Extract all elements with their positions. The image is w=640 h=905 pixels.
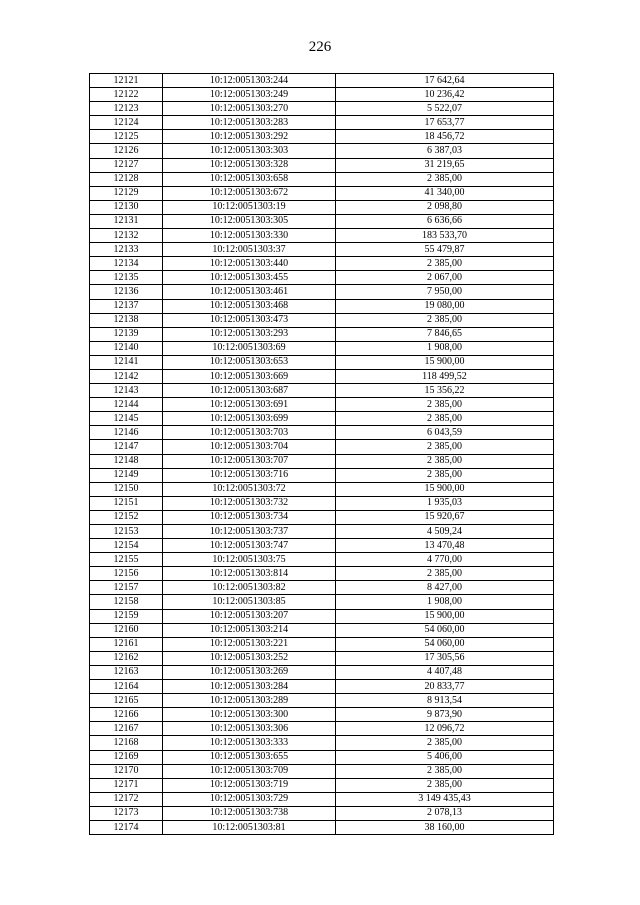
table-row (90, 369, 554, 383)
value-cell: 2 385,00 (336, 313, 554, 327)
row-number-cell: 12162 (90, 651, 163, 665)
cadastral-number-cell: 10:12:0051303:732 (163, 496, 336, 510)
value-cell: 15 900,00 (336, 609, 554, 623)
table-row (90, 539, 554, 553)
table-row (90, 792, 554, 806)
page-number: 226 (308, 39, 332, 55)
row-number-cell: 12150 (90, 482, 163, 496)
table-row (90, 229, 554, 243)
table-row (90, 412, 554, 426)
table-row (90, 665, 554, 679)
row-number-cell: 12137 (90, 299, 163, 313)
row-number-cell: 12136 (90, 285, 163, 299)
value-cell: 15 900,00 (336, 482, 554, 496)
row-number-cell: 12124 (90, 116, 163, 130)
table-row (90, 327, 554, 341)
row-number-cell: 12140 (90, 341, 163, 355)
value-cell: 2 385,00 (336, 778, 554, 792)
value-cell: 38 160,00 (336, 820, 554, 834)
table-row (90, 637, 554, 651)
value-cell: 1 908,00 (336, 595, 554, 609)
row-number-cell: 12167 (90, 722, 163, 736)
row-number-cell: 12157 (90, 581, 163, 595)
cadastral-number-cell: 10:12:0051303:333 (163, 736, 336, 750)
table-row (90, 398, 554, 412)
value-cell: 31 219,65 (336, 158, 554, 172)
value-cell: 8 427,00 (336, 581, 554, 595)
row-number-cell: 12133 (90, 243, 163, 257)
value-cell: 17 305,56 (336, 651, 554, 665)
value-cell: 2 385,00 (336, 440, 554, 454)
value-cell: 17 642,64 (336, 74, 554, 88)
row-number-cell: 12123 (90, 102, 163, 116)
table-row (90, 820, 554, 834)
table-row (90, 454, 554, 468)
value-cell: 118 499,52 (336, 369, 554, 383)
row-number-cell: 12149 (90, 468, 163, 482)
table-row (90, 623, 554, 637)
table-row (90, 426, 554, 440)
table-row (90, 384, 554, 398)
table-row (90, 130, 554, 144)
value-cell: 4 509,24 (336, 525, 554, 539)
row-number-cell: 12134 (90, 257, 163, 271)
row-number-cell: 12151 (90, 496, 163, 510)
table-row (90, 722, 554, 736)
value-cell: 54 060,00 (336, 637, 554, 651)
row-number-cell: 12158 (90, 595, 163, 609)
cadastral-number-cell: 10:12:0051303:709 (163, 764, 336, 778)
value-cell: 6 387,03 (336, 144, 554, 158)
table-row (90, 74, 554, 88)
table-row (90, 257, 554, 271)
table-row (90, 285, 554, 299)
value-cell: 2 098,80 (336, 200, 554, 214)
cadastral-number-cell: 10:12:0051303:72 (163, 482, 336, 496)
value-cell: 7 950,00 (336, 285, 554, 299)
value-cell: 15 920,67 (336, 510, 554, 524)
cadastral-number-cell: 10:12:0051303:292 (163, 130, 336, 144)
table-body (90, 74, 554, 835)
table-row (90, 243, 554, 257)
row-number-cell: 12142 (90, 369, 163, 383)
row-number-cell: 12132 (90, 229, 163, 243)
row-number-cell: 12146 (90, 426, 163, 440)
cadastral-value-table (89, 73, 554, 835)
cadastral-number-cell: 10:12:0051303:19 (163, 200, 336, 214)
value-cell: 2 078,13 (336, 806, 554, 820)
row-number-cell: 12147 (90, 440, 163, 454)
cadastral-number-cell: 10:12:0051303:672 (163, 186, 336, 200)
table-row (90, 341, 554, 355)
table-row (90, 468, 554, 482)
row-number-cell: 12131 (90, 214, 163, 228)
row-number-cell: 12126 (90, 144, 163, 158)
cadastral-number-cell: 10:12:0051303:270 (163, 102, 336, 116)
value-cell: 20 833,77 (336, 680, 554, 694)
row-number-cell: 12163 (90, 665, 163, 679)
table-row (90, 806, 554, 820)
cadastral-number-cell: 10:12:0051303:300 (163, 708, 336, 722)
row-number-cell: 12161 (90, 637, 163, 651)
row-number-cell: 12152 (90, 510, 163, 524)
value-cell: 2 385,00 (336, 172, 554, 186)
table-row (90, 750, 554, 764)
cadastral-number-cell: 10:12:0051303:455 (163, 271, 336, 285)
cadastral-number-cell: 10:12:0051303:747 (163, 539, 336, 553)
row-number-cell: 12145 (90, 412, 163, 426)
cadastral-number-cell: 10:12:0051303:691 (163, 398, 336, 412)
table-row (90, 525, 554, 539)
cadastral-number-cell: 10:12:0051303:461 (163, 285, 336, 299)
cadastral-number-cell: 10:12:0051303:37 (163, 243, 336, 257)
cadastral-number-cell: 10:12:0051303:69 (163, 341, 336, 355)
value-cell: 54 060,00 (336, 623, 554, 637)
cadastral-number-cell: 10:12:0051303:85 (163, 595, 336, 609)
value-cell: 183 533,70 (336, 229, 554, 243)
row-number-cell: 12128 (90, 172, 163, 186)
cadastral-number-cell: 10:12:0051303:716 (163, 468, 336, 482)
value-cell: 7 846,65 (336, 327, 554, 341)
table-row (90, 581, 554, 595)
value-cell: 1 908,00 (336, 341, 554, 355)
table-row (90, 496, 554, 510)
table-row (90, 299, 554, 313)
table-row (90, 567, 554, 581)
value-cell: 2 385,00 (336, 454, 554, 468)
value-cell: 6 043,59 (336, 426, 554, 440)
table-row (90, 708, 554, 722)
cadastral-number-cell: 10:12:0051303:737 (163, 525, 336, 539)
row-number-cell: 12166 (90, 708, 163, 722)
cadastral-number-cell: 10:12:0051303:306 (163, 722, 336, 736)
row-number-cell: 12155 (90, 553, 163, 567)
table-row (90, 355, 554, 369)
row-number-cell: 12160 (90, 623, 163, 637)
cadastral-number-cell: 10:12:0051303:468 (163, 299, 336, 313)
cadastral-number-cell: 10:12:0051303:244 (163, 74, 336, 88)
cadastral-number-cell: 10:12:0051303:473 (163, 313, 336, 327)
cadastral-number-cell: 10:12:0051303:293 (163, 327, 336, 341)
cadastral-number-cell: 10:12:0051303:719 (163, 778, 336, 792)
value-cell: 3 149 435,43 (336, 792, 554, 806)
row-number-cell: 12141 (90, 355, 163, 369)
cadastral-number-cell: 10:12:0051303:249 (163, 88, 336, 102)
value-cell: 41 340,00 (336, 186, 554, 200)
value-cell: 4 770,00 (336, 553, 554, 567)
cadastral-number-cell: 10:12:0051303:687 (163, 384, 336, 398)
row-number-cell: 12127 (90, 158, 163, 172)
table-row (90, 651, 554, 665)
row-number-cell: 12172 (90, 792, 163, 806)
table-row (90, 510, 554, 524)
table-row (90, 172, 554, 186)
cadastral-number-cell: 10:12:0051303:289 (163, 694, 336, 708)
cadastral-number-cell: 10:12:0051303:704 (163, 440, 336, 454)
value-cell: 8 913,54 (336, 694, 554, 708)
row-number-cell: 12122 (90, 88, 163, 102)
table-row (90, 102, 554, 116)
row-number-cell: 12173 (90, 806, 163, 820)
cadastral-number-cell: 10:12:0051303:283 (163, 116, 336, 130)
row-number-cell: 12129 (90, 186, 163, 200)
cadastral-number-cell: 10:12:0051303:81 (163, 820, 336, 834)
value-cell: 13 470,48 (336, 539, 554, 553)
table-row (90, 482, 554, 496)
value-cell: 5 522,07 (336, 102, 554, 116)
table-row (90, 144, 554, 158)
value-cell: 1 935,03 (336, 496, 554, 510)
row-number-cell: 12143 (90, 384, 163, 398)
row-number-cell: 12121 (90, 74, 163, 88)
table-row (90, 313, 554, 327)
value-cell: 18 456,72 (336, 130, 554, 144)
value-cell: 2 385,00 (336, 398, 554, 412)
value-cell: 15 356,22 (336, 384, 554, 398)
table-row (90, 186, 554, 200)
row-number-cell: 12159 (90, 609, 163, 623)
cadastral-number-cell: 10:12:0051303:669 (163, 369, 336, 383)
value-cell: 10 236,42 (336, 88, 554, 102)
row-number-cell: 12153 (90, 525, 163, 539)
cadastral-number-cell: 10:12:0051303:303 (163, 144, 336, 158)
table-row (90, 271, 554, 285)
row-number-cell: 12144 (90, 398, 163, 412)
row-number-cell: 12168 (90, 736, 163, 750)
cadastral-number-cell: 10:12:0051303:221 (163, 637, 336, 651)
cadastral-number-cell: 10:12:0051303:814 (163, 567, 336, 581)
cadastral-number-cell: 10:12:0051303:738 (163, 806, 336, 820)
cadastral-number-cell: 10:12:0051303:707 (163, 454, 336, 468)
table-row (90, 214, 554, 228)
table-row (90, 609, 554, 623)
value-cell: 2 385,00 (336, 764, 554, 778)
value-cell: 6 636,66 (336, 214, 554, 228)
table-row (90, 440, 554, 454)
value-cell: 5 406,00 (336, 750, 554, 764)
value-cell: 2 385,00 (336, 468, 554, 482)
cadastral-number-cell: 10:12:0051303:284 (163, 680, 336, 694)
row-number-cell: 12170 (90, 764, 163, 778)
cadastral-number-cell: 10:12:0051303:269 (163, 665, 336, 679)
cadastral-number-cell: 10:12:0051303:252 (163, 651, 336, 665)
row-number-cell: 12125 (90, 130, 163, 144)
table-row (90, 158, 554, 172)
value-cell: 19 080,00 (336, 299, 554, 313)
value-cell: 55 479,87 (336, 243, 554, 257)
row-number-cell: 12154 (90, 539, 163, 553)
row-number-cell: 12165 (90, 694, 163, 708)
cadastral-number-cell: 10:12:0051303:703 (163, 426, 336, 440)
table-row (90, 553, 554, 567)
row-number-cell: 12174 (90, 820, 163, 834)
table-row (90, 116, 554, 130)
cadastral-number-cell: 10:12:0051303:658 (163, 172, 336, 186)
value-cell: 15 900,00 (336, 355, 554, 369)
cadastral-number-cell: 10:12:0051303:440 (163, 257, 336, 271)
row-number-cell: 12139 (90, 327, 163, 341)
value-cell: 17 653,77 (336, 116, 554, 130)
cadastral-number-cell: 10:12:0051303:653 (163, 355, 336, 369)
row-number-cell: 12148 (90, 454, 163, 468)
table-row (90, 595, 554, 609)
cadastral-number-cell: 10:12:0051303:75 (163, 553, 336, 567)
table-row (90, 764, 554, 778)
row-number-cell: 12138 (90, 313, 163, 327)
table-row (90, 680, 554, 694)
row-number-cell: 12164 (90, 680, 163, 694)
value-cell: 2 067,00 (336, 271, 554, 285)
cadastral-number-cell: 10:12:0051303:82 (163, 581, 336, 595)
value-cell: 12 096,72 (336, 722, 554, 736)
table-row (90, 694, 554, 708)
cadastral-number-cell: 10:12:0051303:330 (163, 229, 336, 243)
cadastral-number-cell: 10:12:0051303:729 (163, 792, 336, 806)
cadastral-number-cell: 10:12:0051303:305 (163, 214, 336, 228)
table-row (90, 736, 554, 750)
row-number-cell: 12130 (90, 200, 163, 214)
table-row (90, 88, 554, 102)
value-cell: 2 385,00 (336, 736, 554, 750)
cadastral-number-cell: 10:12:0051303:328 (163, 158, 336, 172)
cadastral-number-cell: 10:12:0051303:207 (163, 609, 336, 623)
value-cell: 9 873,90 (336, 708, 554, 722)
cadastral-number-cell: 10:12:0051303:214 (163, 623, 336, 637)
row-number-cell: 12169 (90, 750, 163, 764)
table-row (90, 200, 554, 214)
row-number-cell: 12135 (90, 271, 163, 285)
cadastral-number-cell: 10:12:0051303:699 (163, 412, 336, 426)
row-number-cell: 12156 (90, 567, 163, 581)
value-cell: 2 385,00 (336, 257, 554, 271)
cadastral-number-cell: 10:12:0051303:734 (163, 510, 336, 524)
table-row (90, 778, 554, 792)
value-cell: 2 385,00 (336, 567, 554, 581)
row-number-cell: 12171 (90, 778, 163, 792)
cadastral-number-cell: 10:12:0051303:655 (163, 750, 336, 764)
value-cell: 2 385,00 (336, 412, 554, 426)
value-cell: 4 407,48 (336, 665, 554, 679)
